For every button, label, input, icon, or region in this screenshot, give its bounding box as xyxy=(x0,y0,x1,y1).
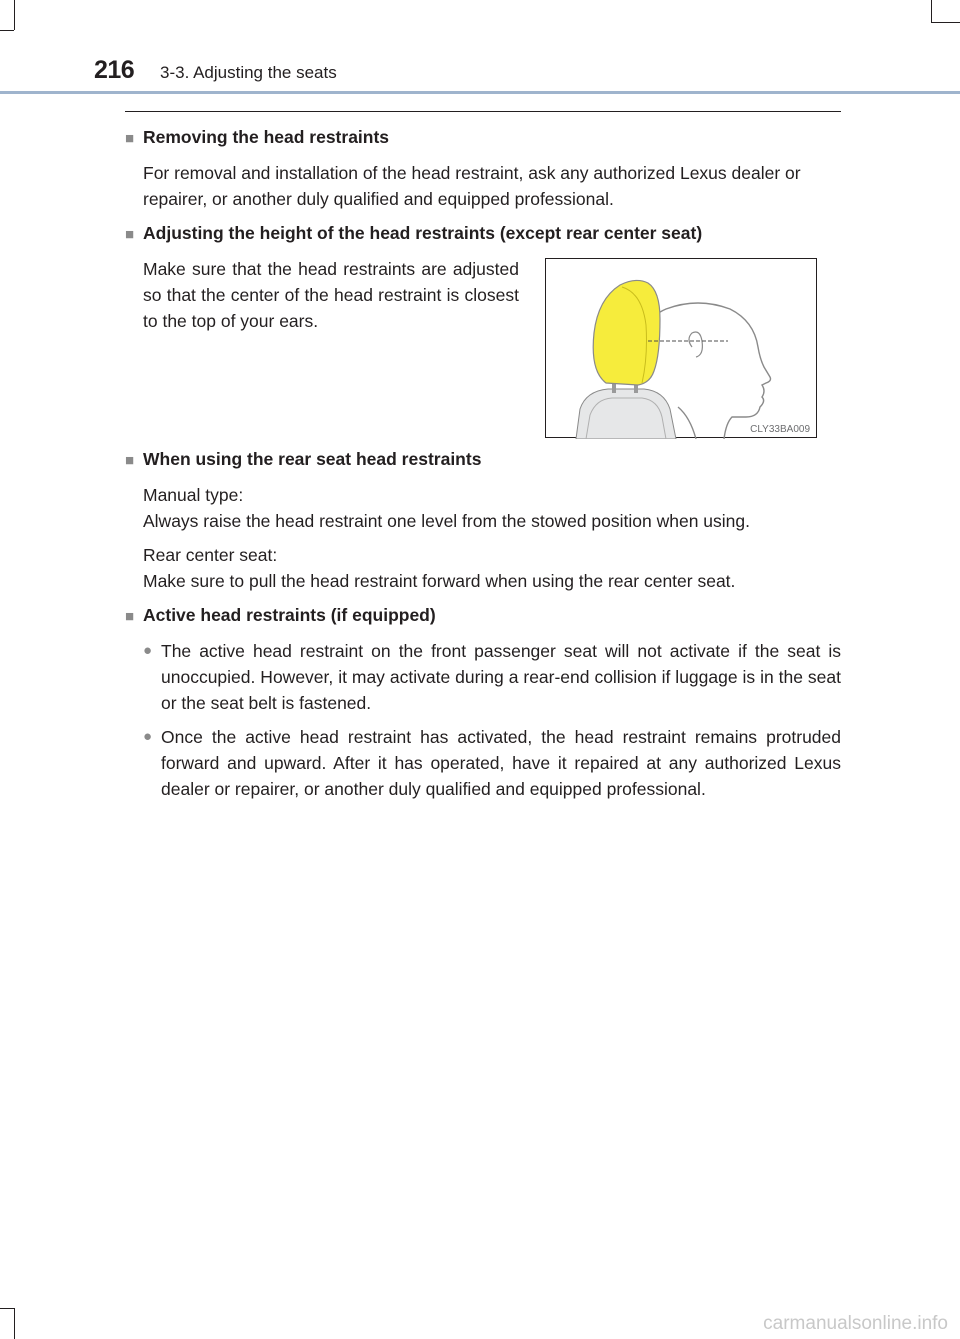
section-active xyxy=(125,602,841,802)
section-rear-seat xyxy=(125,446,841,594)
heading-text: Adjusting the height of the head restraints (except rear center seat) xyxy=(143,223,703,243)
page-number: 216 xyxy=(94,56,135,84)
section-adjusting xyxy=(125,220,841,438)
section-removing xyxy=(125,124,841,212)
heading-text: Removing the head restraints xyxy=(143,127,390,147)
section-title: 3-3. Adjusting the seats xyxy=(160,63,337,82)
paragraph xyxy=(143,482,841,534)
manual-type-text: Always raise the head restraint one level from the stowed position when using. xyxy=(143,511,750,531)
heading-text: When using the rear seat head restraints xyxy=(143,449,482,469)
bullet-icon: ● xyxy=(143,728,153,745)
text-figure-row xyxy=(143,256,841,438)
heading-text: Active head restraints (if equipped) xyxy=(143,605,436,625)
manual-type-label: Manual type: xyxy=(143,485,244,505)
page-content xyxy=(125,124,841,810)
crop-mark-bottom-left-v xyxy=(14,1308,15,1339)
content-divider xyxy=(125,111,841,112)
figure-code: CLY33BA009 xyxy=(750,424,810,435)
bullet-text: Once the active head restraint has activated, the head restraint remains protruded forward and upward. After it has operated, have it repaired at any authorized Lexus dealer or repairer, or another duly qualified and equipped professional. xyxy=(161,727,841,799)
list-item xyxy=(143,638,841,716)
section-heading xyxy=(125,602,841,630)
paragraph: Make sure that the head restraints are adjusted so that the center of the head restraint is closest to the top of your ears. xyxy=(143,259,519,331)
crop-mark-bottom-left-h xyxy=(0,1308,14,1309)
paragraph xyxy=(143,542,841,594)
bullet-text: The active head restraint on the front passenger seat will not activate if the seat is unoccupied. However, it may activate during a rear-end collision if luggage is in the seat or the seat belt is fastened. xyxy=(161,641,841,713)
list-item xyxy=(143,724,841,802)
square-marker-icon: ■ xyxy=(125,226,135,243)
section-heading xyxy=(125,220,841,248)
square-marker-icon: ■ xyxy=(125,452,135,469)
paragraph: For removal and installation of the head restraint, ask any authorized Lexus dealer or repairer, or another duly qualified and equipped professional. xyxy=(143,163,801,209)
watermark: carmanualsonline.info xyxy=(763,1313,948,1334)
section-heading xyxy=(125,446,841,474)
head-restraint-figure xyxy=(545,258,817,438)
square-marker-icon: ■ xyxy=(125,130,135,147)
header-rule xyxy=(0,91,960,94)
square-marker-icon: ■ xyxy=(125,608,135,625)
rear-center-label: Rear center seat: xyxy=(143,545,278,565)
page-header xyxy=(0,0,960,96)
bullet-icon: ● xyxy=(143,642,153,659)
rear-center-text: Make sure to pull the head restraint forward when using the rear center seat. xyxy=(143,571,736,591)
head-restraint-illustration xyxy=(546,259,818,439)
section-heading xyxy=(125,124,841,152)
